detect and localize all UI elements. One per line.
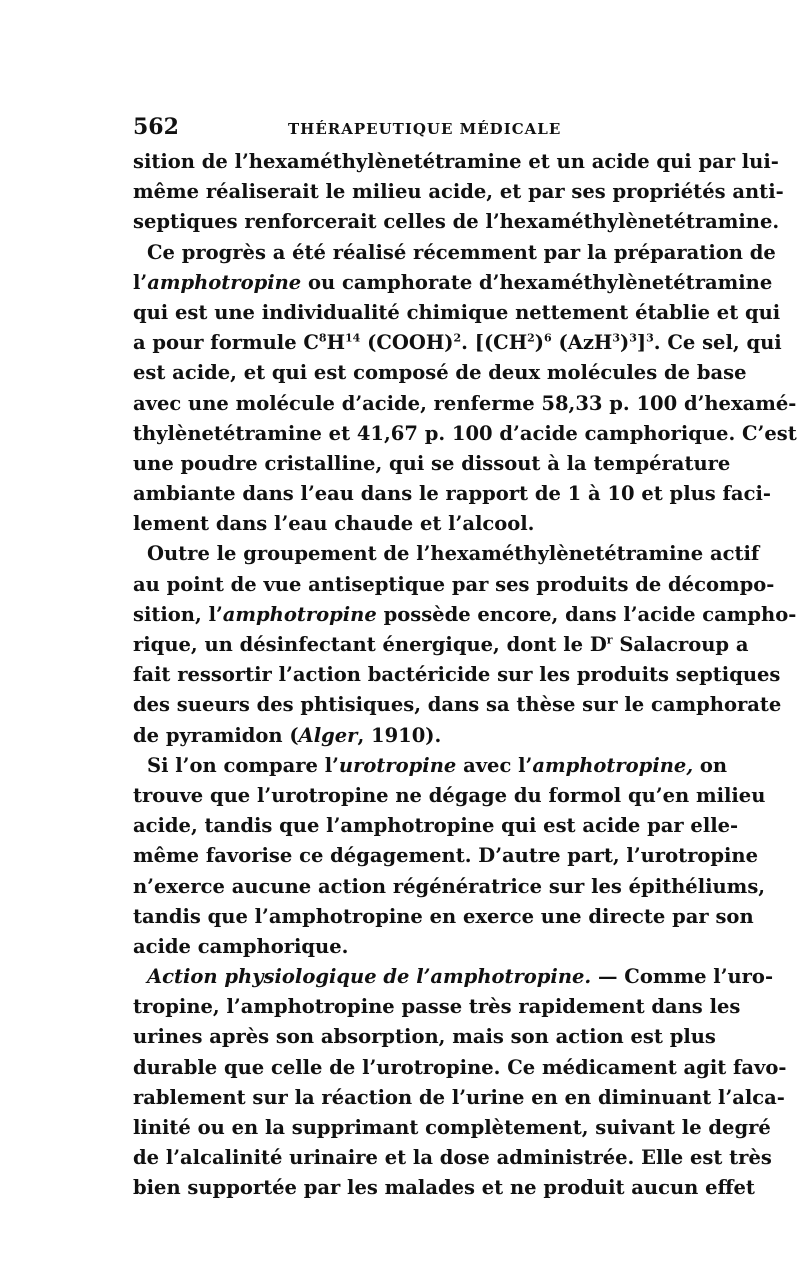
text-line [133,600,797,630]
text-segment: même réaliserait le milieu acide, et par ses propriétés anti- [133,180,784,204]
text-segment: fait ressortir l’action bactéricide sur les produits septiques [133,663,781,687]
text-segment: possède encore, dans l’acide campho- [376,602,797,626]
text-line [133,902,754,932]
text-segment: tropine, l’amphotropine passe très rapidement dans les [133,995,741,1019]
text-line [133,177,784,207]
superscript: 8 [318,331,327,345]
text-line [133,328,782,358]
text-line [133,932,678,962]
italic-text: amphotropine, [532,753,694,777]
text-segment: même favorise ce dégagement. D’autre part, l’urotropine [133,844,758,868]
text-line [133,992,741,1022]
text-segment: lement dans l’eau chaude et l’alcool. [133,512,535,536]
text-segment: sition, l’ [133,602,223,626]
text-line [133,449,731,479]
text-line [133,1143,772,1173]
text-segment: (COOH) [360,331,454,355]
text-segment: durable que celle de l’urotropine. Ce médicament agit favo- [133,1055,787,1079]
text-line [133,358,747,388]
text-segment: — Comme l’uro- [591,965,774,989]
text-line [133,781,766,811]
text-segment: sition de l’hexaméthylènetétramine et un acide qui par lui- [133,150,779,173]
text-line [133,751,728,781]
text-line [133,1053,787,1083]
text-line [133,630,749,660]
superscript: 14 [345,331,361,345]
text-segment: ambiante dans l’eau dans le rapport de 1 à 10 et plus faci- [133,482,771,506]
text-line [133,479,771,509]
italic-text: Action physiologique de l’amphotropine. [147,965,592,989]
running-title: THÉRAPEUTIQUE MÉDICALE [288,120,562,138]
text-segment: rique, un désinfectant énergique, dont le D [133,633,607,656]
text-segment: urines après son absorption, mais son action est plus [133,1025,716,1049]
text-segment: , 1910). [357,723,442,747]
text-line [133,1022,716,1052]
text-segment: . Ce sel, qui [653,331,782,355]
text-segment: avec une molécule d’acide, renferme 58,33 p. 100 d’hexamé- [133,391,797,415]
text-line [133,509,678,539]
text-line [133,389,797,419]
text-line [133,811,739,841]
text-segment: ] [636,331,647,355]
text-segment: H [326,331,346,355]
superscript: 6 [544,331,552,345]
text-segment: tandis que l’amphotropine en exerce une directe par son [133,904,754,928]
text-segment: au point de vue antiseptique par ses produits de décompo- [133,572,775,596]
text-segment: Ce progrès a été réalisé récemment par la préparation de [147,240,776,264]
superscript: 3 [612,331,620,345]
text-segment: . [(CH [461,331,528,355]
text-line [133,570,775,600]
page-header [133,112,678,142]
text-line [133,1113,771,1143]
text-line [133,419,797,449]
text-segment: Si l’on compare l’ [147,753,339,777]
text-segment: ou camphorate d’hexaméthylènetétramine [301,270,773,294]
text-segment: qui est une individualité chimique nettement établie et qui [133,300,781,324]
text-segment: de pyramidon ( [133,723,299,747]
text-segment: thylènetétramine et 41,67 p. 100 d’acide camphorique. C’est [133,421,797,445]
text-segment: avec l’ [456,753,533,777]
text-segment: est acide, et qui est composé de deux molécules de base [133,361,747,385]
superscript: 2 [453,331,462,345]
text-line [133,690,782,720]
text-segment: linité ou en la supprimant complètement, suivant le degré [133,1116,771,1139]
text-line [133,841,758,871]
text-segment: a pour formule C [133,331,319,355]
text-line [133,1173,755,1203]
text-segment: bien supportée par les malades et ne produit aucun effet [133,1176,755,1200]
text-line [133,238,776,268]
text-line [133,962,774,992]
superscript: r [606,633,613,647]
text-line [133,539,760,569]
text-line [133,147,779,177]
text-segment: acide, tandis que l’amphotropine qui est acide par elle- [133,814,739,838]
text-line [133,872,766,902]
page-number: 562 [133,114,179,140]
text-line [133,721,678,751]
text-segment: rablement sur la réaction de l’urine en en diminuant l’alca- [133,1085,785,1109]
text-segment: une poudre cristalline, qui se dissout à la température [133,451,731,475]
text-segment: Salacroup a [612,633,749,656]
text-segment: Outre le groupement de l’hexaméthylènetétramine actif [147,542,760,566]
text-segment: septiques renforcerait celles de l’hexaméthylènetétramine. [133,210,780,234]
text-segment: trouve que l’urotropine ne dégage du formol qu’en milieu [133,783,766,807]
text-segment: ) [620,331,630,355]
text-segment: de l’alcalinité urinaire et la dose administrée. Elle est très [133,1146,772,1170]
text-line [133,268,773,298]
italic-text: amphotropine [222,602,377,626]
body-text [133,147,797,1204]
text-segment: l’ [133,270,148,294]
text-segment: des sueurs des phtisiques, dans sa thèse sur le camphorate [133,693,782,717]
text-segment: acide camphorique. [133,934,349,958]
italic-text: Alger [298,723,358,747]
text-segment: ) [534,331,545,355]
text-line [133,298,781,328]
text-segment: on [693,753,728,777]
text-segment: (AzH [551,331,613,355]
superscript: 3 [646,331,654,345]
text-segment: n’exerce aucune action régénératrice sur les épithéliums, [133,874,766,898]
text-line [133,1083,785,1113]
superscript: 2 [527,331,535,345]
italic-text: amphotropine [147,270,302,294]
text-line [133,660,781,690]
superscript: 3 [629,331,637,345]
text-line [133,207,780,237]
italic-text: urotropine [338,753,457,777]
